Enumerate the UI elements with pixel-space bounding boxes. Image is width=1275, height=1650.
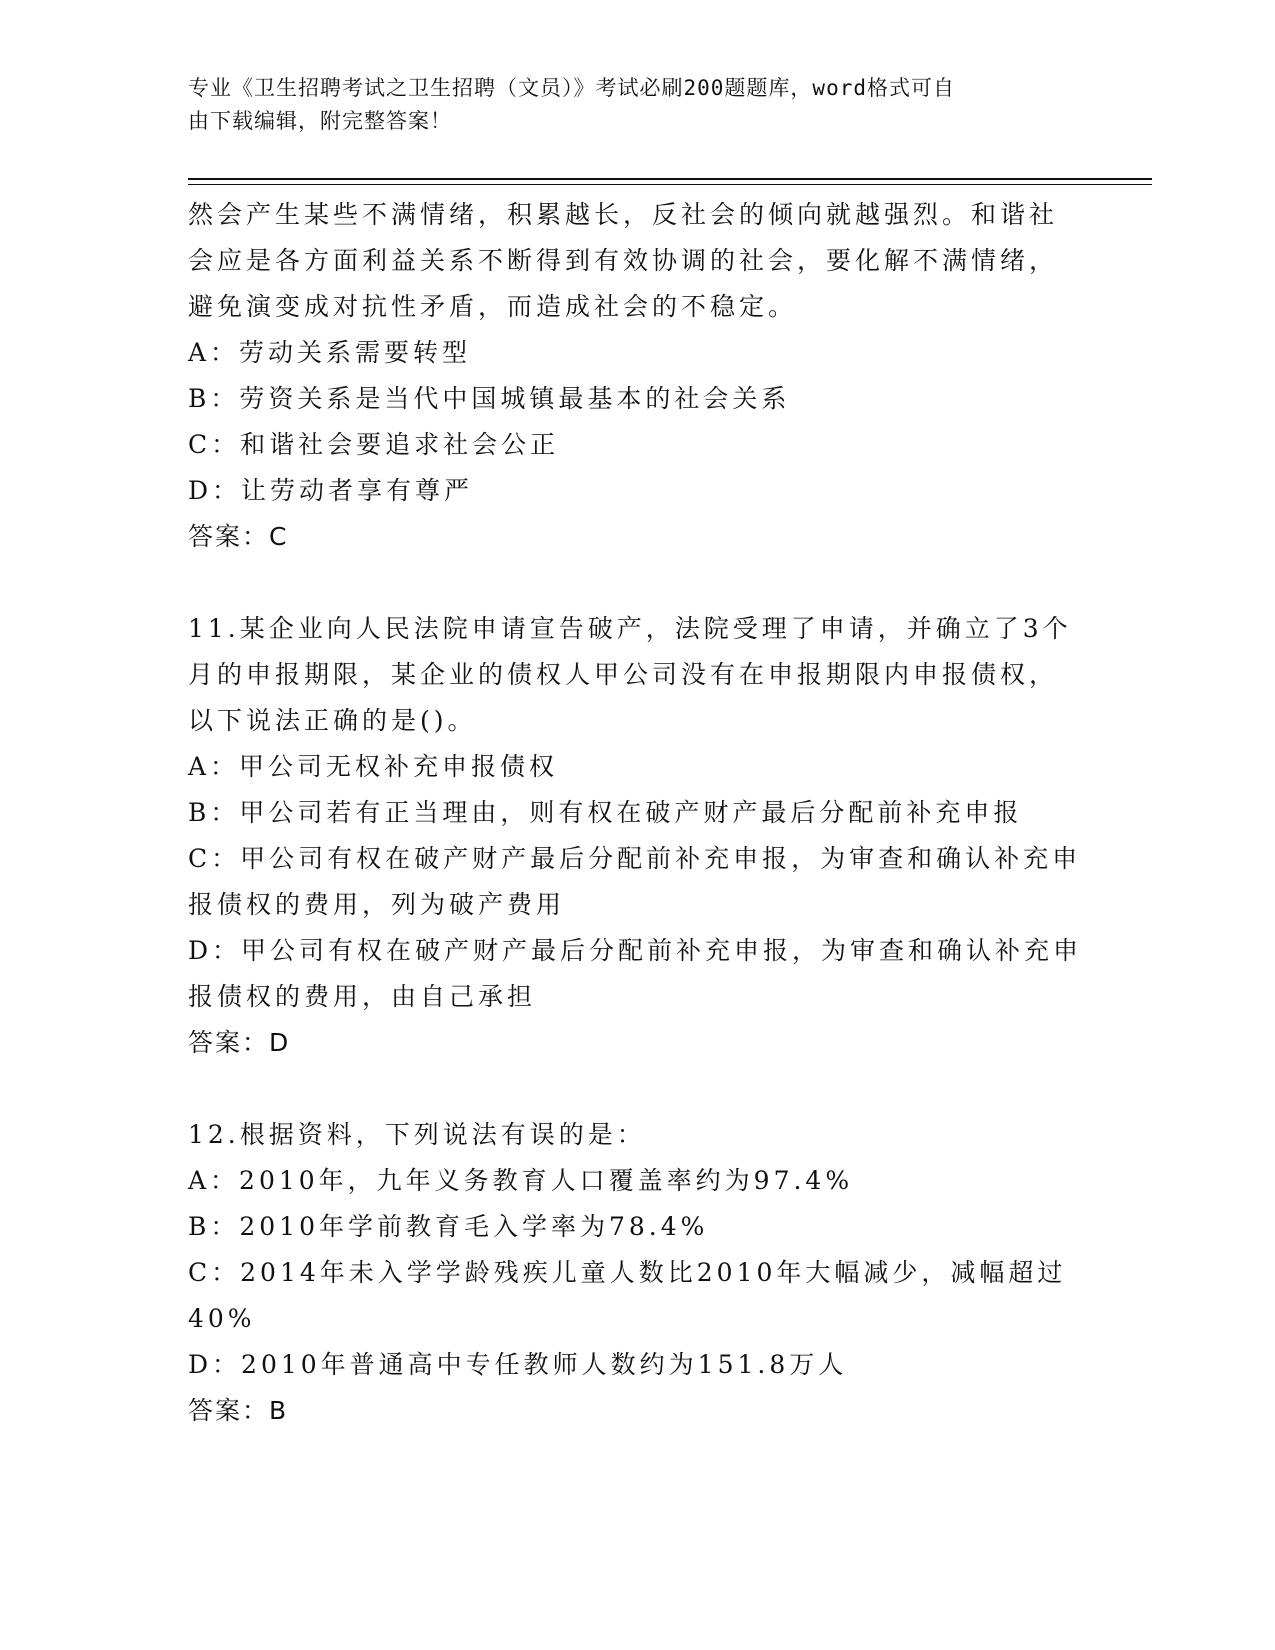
option-c-continued: 报债权的费用，列为破产费用 [188,890,566,919]
option-b: B：2010年学前教育毛入学率为78.4% [188,1212,709,1241]
option-a: A：2010年，九年义务教育人口覆盖率约为97.4% [188,1166,854,1195]
option-d: D：让劳动者享有尊严 [188,476,474,505]
option-c-continued: 40% [188,1304,256,1333]
option-a: A：甲公司无权补充申报债权 [188,752,559,781]
option-b: B：甲公司若有正当理由，则有权在破产财产最后分配前补充申报 [188,798,1023,827]
stem-line: 11.某企业向人民法院申请宣告破产，法院受理了申请，并确立了3个 [188,614,1072,643]
option-c: C：甲公司有权在破产财产最后分配前补充申报，为审查和确认补充申 [188,844,1082,873]
header-line-1: 专业《卫生招聘考试之卫生招聘（文员）》考试必刷200题题库，word格式可自 [188,76,955,100]
stem-line: 12.根据资料，下列说法有误的是： [188,1120,646,1149]
question-10-continued [188,192,1088,560]
option-d-continued: 报债权的费用，由自己承担 [188,982,537,1011]
stem-line: 然会产生某些不满情绪，积累越长，反社会的倾向就越强烈。和谐社 [188,200,1059,229]
document-header [188,72,1068,138]
spacer [188,560,1088,606]
answer-label: 答案：B [188,1396,289,1425]
answer-label: 答案：C [188,522,289,551]
answer-label: 答案：D [188,1028,291,1057]
header-divider-thick [188,178,1152,180]
question-11 [188,606,1088,1066]
option-b: B：劳资关系是当代中国城镇最基本的社会关系 [188,384,791,413]
question-12 [188,1112,1088,1434]
header-divider-thin [188,184,1152,185]
option-c: C：2014年未入学学龄残疾儿童人数比2010年大幅减少，减幅超过 [188,1258,1067,1287]
option-c: C：和谐社会要追求社会公正 [188,430,560,459]
stem-line: 以下说法正确的是()。 [188,706,477,735]
option-d: D：甲公司有权在破产财产最后分配前补充申报，为审查和确认补充申 [188,936,1083,965]
question-content [188,192,1088,1434]
stem-line: 避免演变成对抗性矛盾，而造成社会的不稳定。 [188,292,798,321]
option-d: D：2010年普通高中专任教师人数约为151.8万人 [188,1350,848,1379]
option-a: A：劳动关系需要转型 [188,338,472,367]
stem-line: 会应是各方面利益关系不断得到有效协调的社会，要化解不满情绪， [188,246,1059,275]
spacer [188,1066,1088,1112]
stem-line: 月的申报期限，某企业的债权人甲公司没有在申报期限内申报债权， [188,660,1059,689]
header-line-2: 由下载编辑，附完整答案！ [188,109,452,133]
